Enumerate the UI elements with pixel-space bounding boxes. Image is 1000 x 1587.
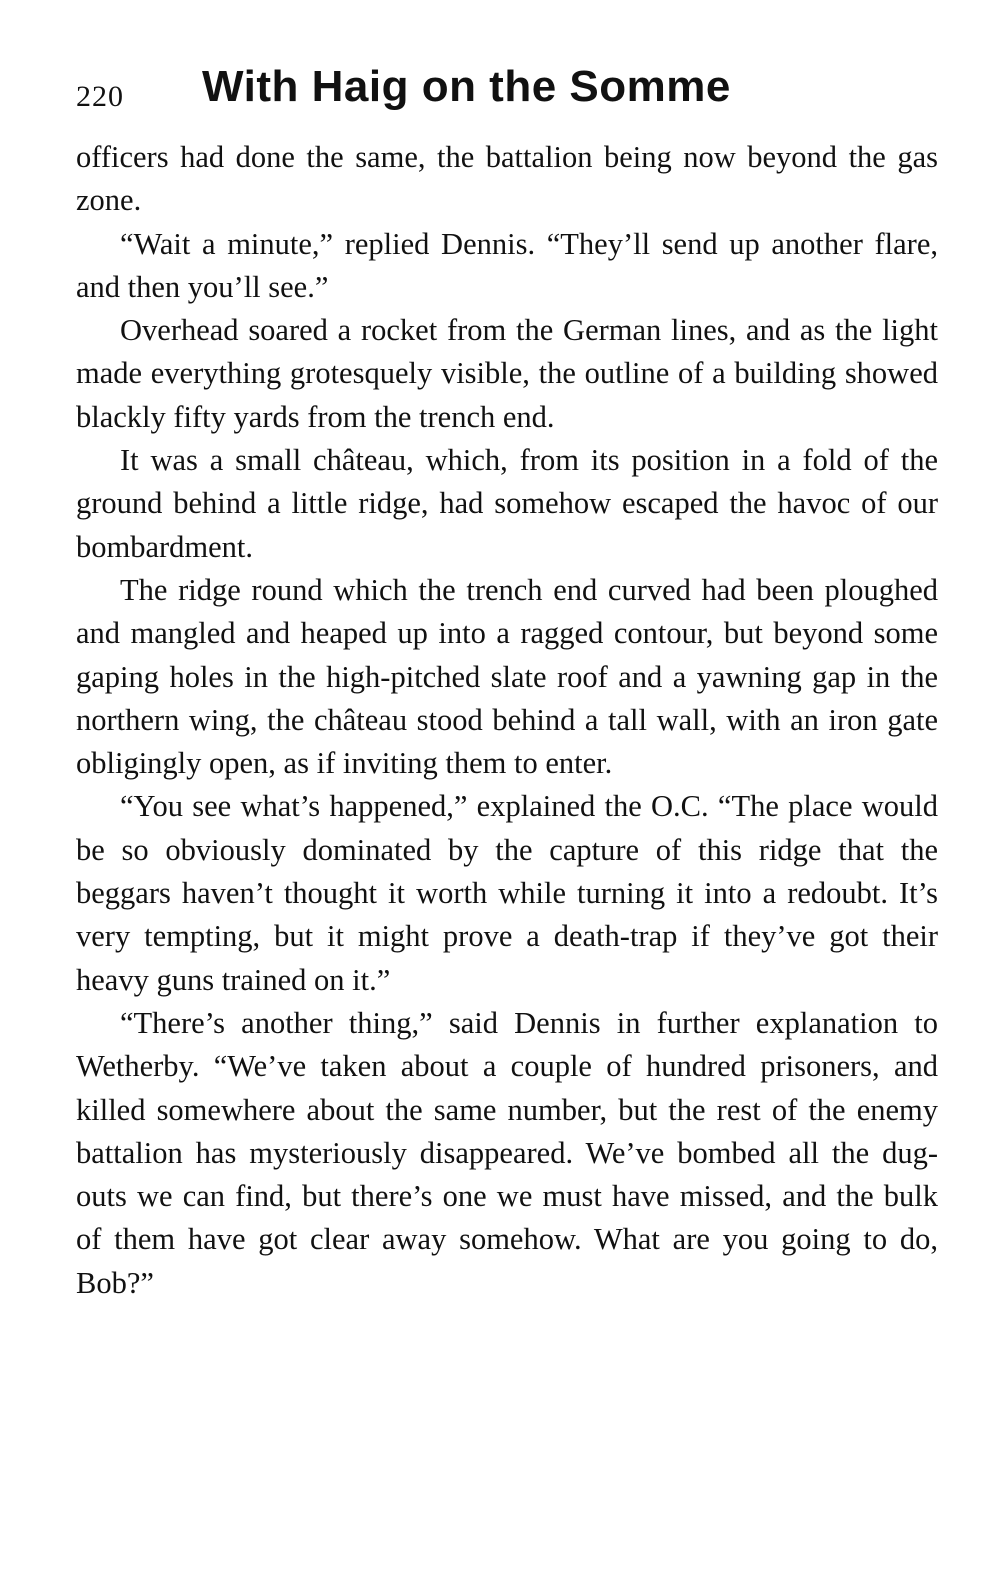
body-text <box>76 136 938 1305</box>
page-number: 220 <box>76 80 124 113</box>
paragraph: Overhead soared a rocket from the German lines, and as the light made everything grotesquely visible, the outline of a building showed blackly fifty yards from the trench end. <box>76 313 938 434</box>
running-title: With Haig on the Somme <box>202 62 731 111</box>
paragraph: “There’s another thing,” said Dennis in further explanation to Wetherby. “We’ve taken about a couple of hundred prisoners, and killed somewhere about the same number, but the rest of the enemy battalion has mysteriously disappeared. We’ve bombed all the dug-outs we can find, but there’s one we must have missed, and the bulk of them have got clear away somehow. What are you going to do, Bob?” <box>76 1005 938 1300</box>
paragraph: “Wait a minute,” replied Dennis. “They’ll send up another flare, and then you’ll see.” <box>76 226 938 304</box>
paragraph: It was a small château, which, from its position in a fold of the ground behind a little ridge, had somehow escaped the havoc of our bombardment. <box>76 443 938 564</box>
paragraph: The ridge round which the trench end curved had been ploughed and mangled and heaped up into a ragged contour, but beyond some gaping holes in the high-pitched slate roof and a yawning gap in the northern wing, the château stood behind a tall wall, with an iron gate obligingly open, as if inviting them to enter. <box>76 572 938 781</box>
page-header <box>76 62 816 122</box>
paragraph-continued: officers had done the same, the battalion being now beyond the gas zone. <box>76 140 938 218</box>
paragraph: “You see what’s happened,” explained the O.C. “The place would be so obviously dominated by the capture of this ridge that the beggars haven’t thought it worth while turning it into a redoubt. It’s very tempting, but it might prove a death-trap if they’ve got their heavy guns trained on it.” <box>76 789 938 997</box>
